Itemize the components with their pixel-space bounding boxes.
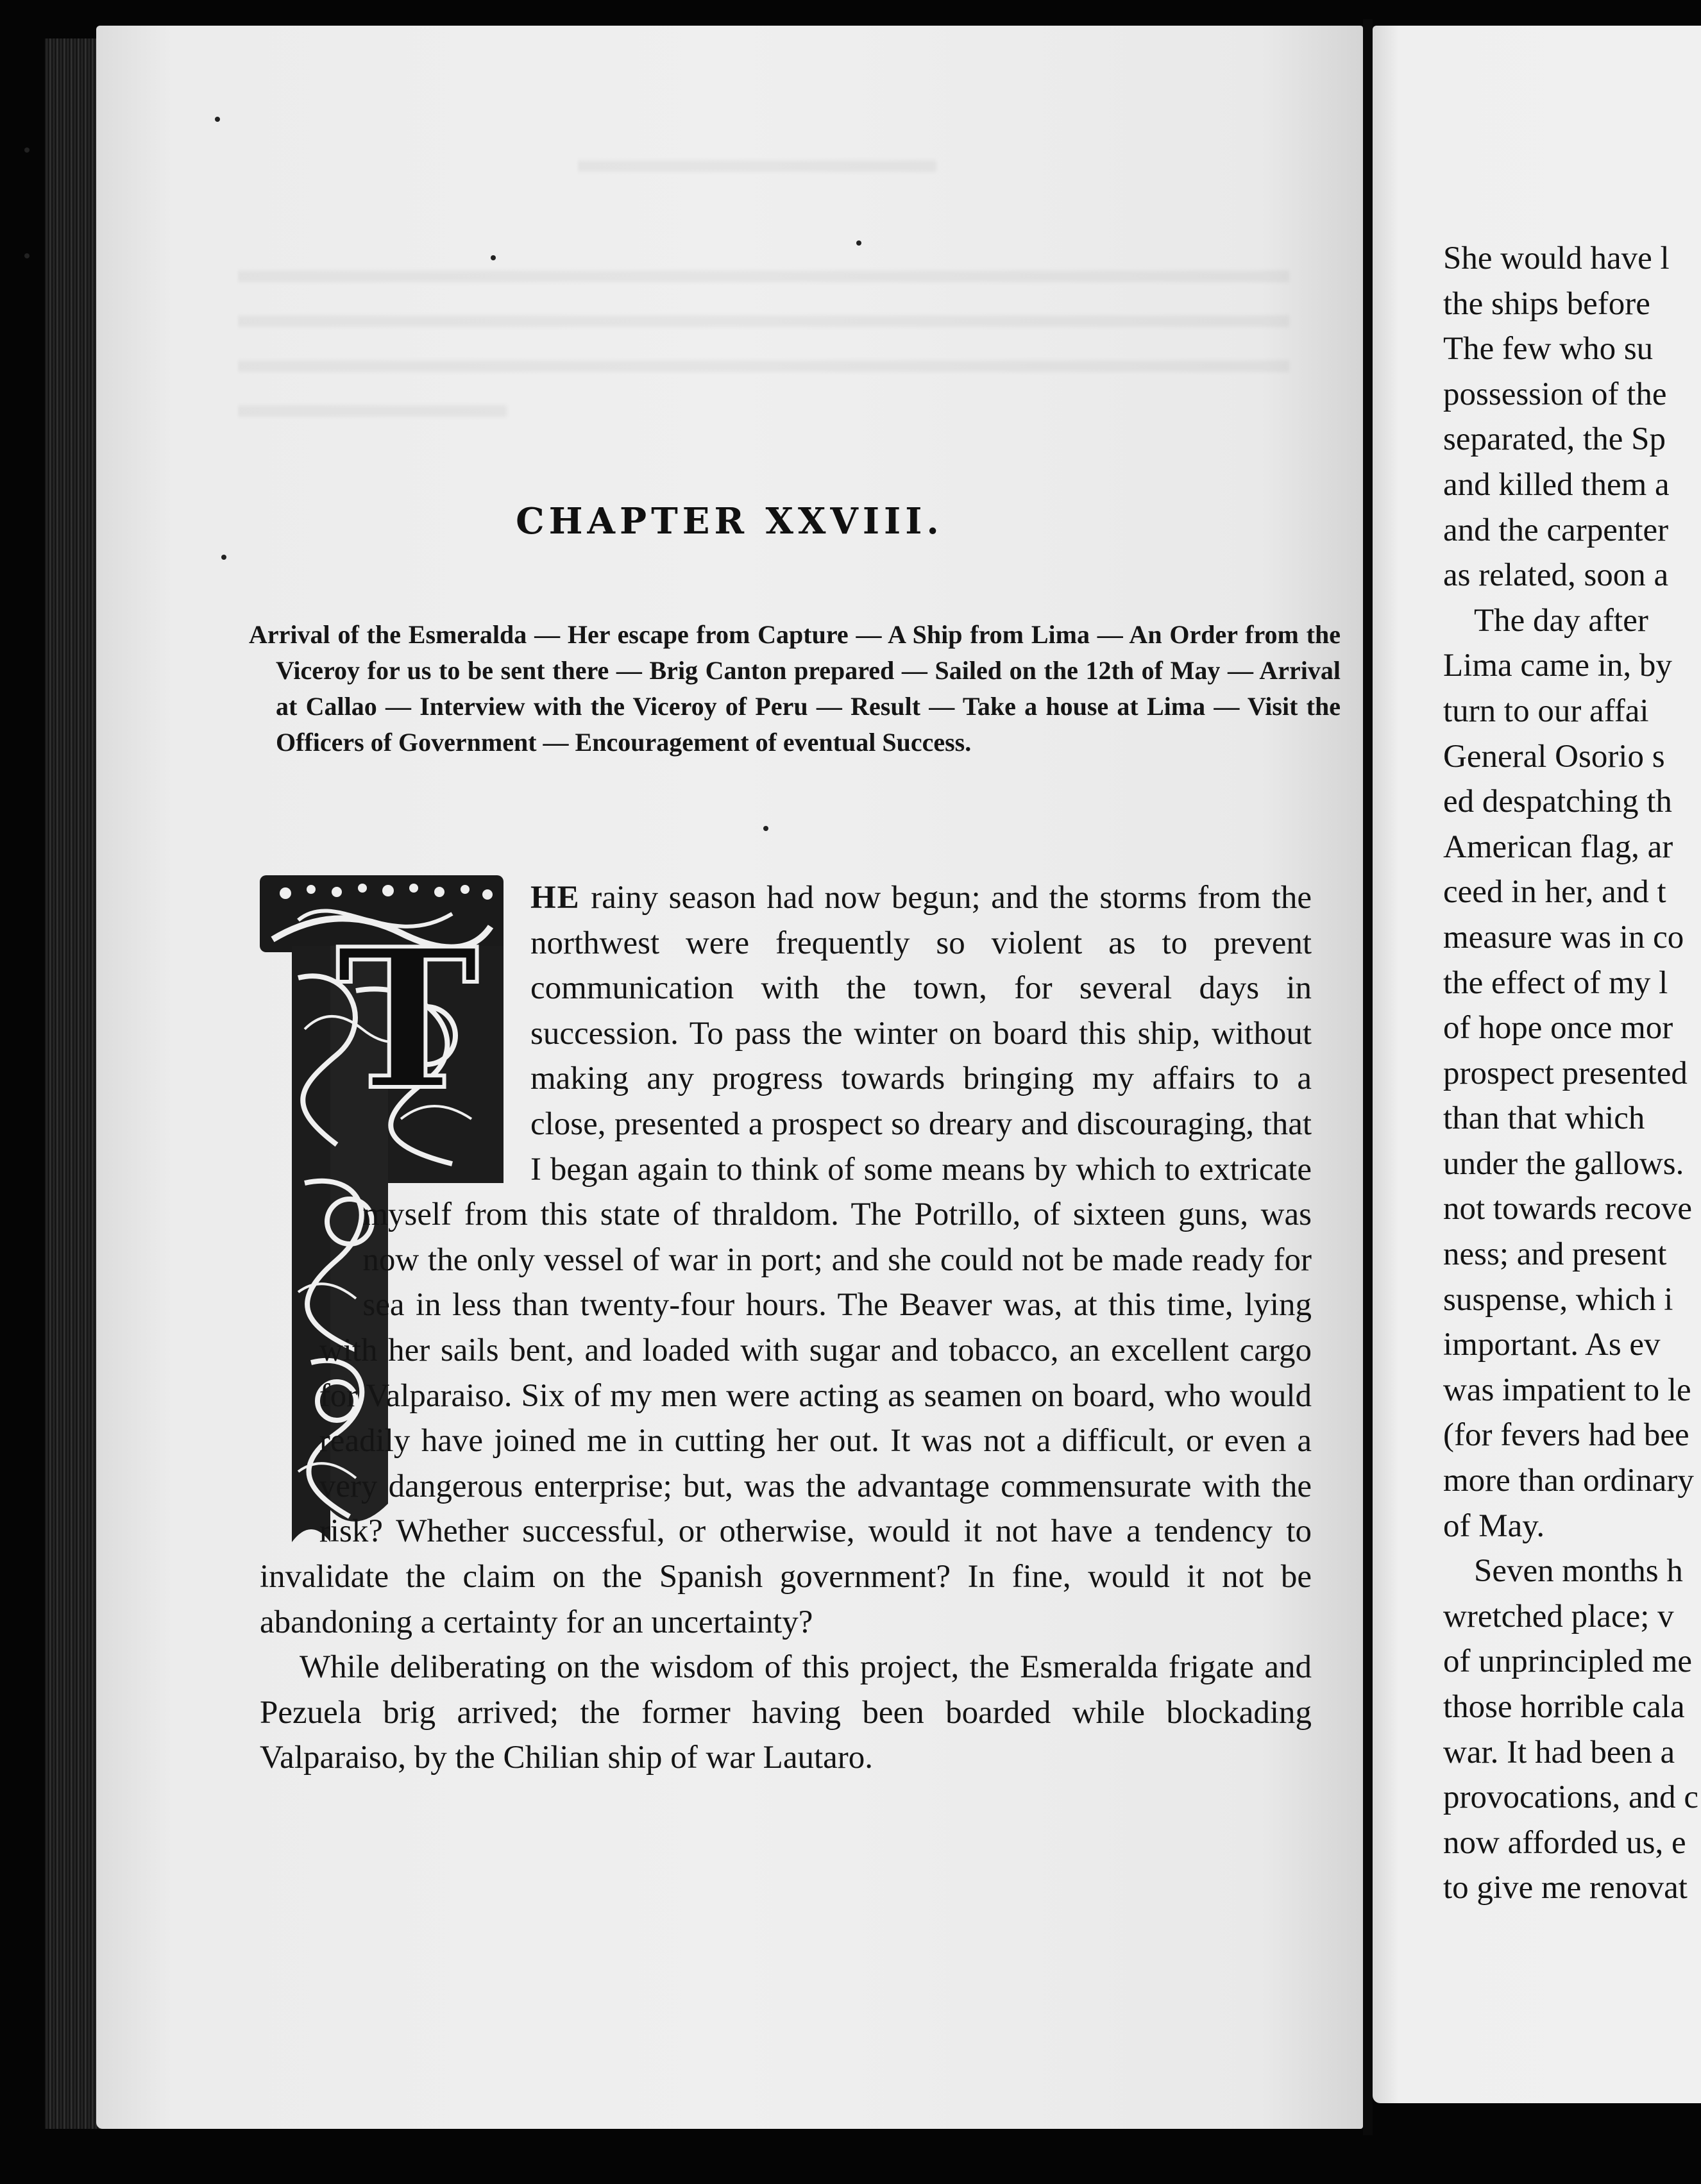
right-page-line: prospect presented [1443, 1055, 1688, 1091]
right-page-line: American flag, ar [1443, 828, 1673, 865]
right-page-line: wretched place; v [1443, 1598, 1674, 1634]
right-page-line: separated, the Sp [1443, 421, 1666, 458]
right-page-line: ceed in her, and t [1443, 874, 1666, 911]
right-page-line: of hope once mor [1443, 1010, 1673, 1046]
drop-cap-continuation: HE [530, 880, 580, 916]
right-page-line: not towards recove [1443, 1191, 1693, 1227]
right-page-line: (for fevers had bee [1443, 1417, 1689, 1454]
right-page-line: of unprincipled me [1443, 1643, 1693, 1680]
bleed-through-header [577, 154, 962, 192]
right-page-line: measure was in co [1443, 919, 1684, 955]
right-page-line: more than ordinary [1443, 1463, 1694, 1499]
right-page-line: Lima came in, by [1443, 648, 1672, 684]
right-page-line: ness; and present [1443, 1236, 1667, 1273]
page-edges [45, 38, 103, 2129]
paragraph-2: While deliberating on the wisdom of this project, the Esmeralda frigate and Pezuela brig arrived; the former having been boarded while blockading Valparaiso, by the Chilian ship of war Lautaro. [260, 1649, 1312, 1776]
right-page-line: was impatient to le [1443, 1372, 1691, 1408]
book-gutter [1363, 19, 1373, 2135]
bleed-through-text [237, 237, 1302, 430]
right-page-line: and the carpenter [1443, 512, 1669, 548]
right-page-line: than that which [1443, 1100, 1645, 1137]
paragraph-1-text: rainy season had now begun; and the storms from the northwest were frequently so violent as to prevent communication with the town, for several days in succession. To pass the winter on board this ship, without making any progress towards bringing my affairs to a close, presented a prospect so dreary and discouraging, that I began again to think of some means by which to extricate myself from this state of thraldom. The Potrillo, of sixteen guns, was now the only vessel of war in port; and she could not be made ready for sea in less than twenty-four hours. The Beaver was, at this time, lying with her sails bent, and loaded with sugar and tobacco, an excellent cargo for Valparaiso. Six of my men were acting as seamen on board, who would readily have joined me in cutting her out. It was not a difficult, or even a very dangerous enterprise; but, was the advantage commensurate with the risk? Whether successful, or otherwise, would it not have a tendency to invalidate the claim on the Spanish government? In fine, would it not be abandoning a certainty for an uncertainty? [260, 880, 1312, 1640]
right-page-line: important. As ev [1443, 1327, 1661, 1363]
right-page-line: ed despatching th [1443, 784, 1672, 820]
right-page-line: She would have l [1443, 240, 1670, 276]
svg-text:T: T [335, 906, 479, 1132]
right-page-line: now afforded us, e [1443, 1824, 1686, 1861]
right-page-line: of May. [1443, 1508, 1545, 1544]
right-page-line: as related, soon a [1443, 557, 1669, 594]
right-page-line: to give me renovat [1443, 1870, 1688, 1906]
chapter-title: CHAPTER XXVIII. [516, 500, 944, 542]
right-page-line: General Osorio s [1443, 738, 1665, 775]
chapter-synopsis: Arrival of the Esmeralda — Her escape from Capture — A Ship from Lima — An Order from the Viceroy for us to be sent there — Brig Canton prepared — Sailed on the 12th of May — Arrival at Callao — Interview with the Viceroy of Peru — Result — Take a house at Lima — Visit the Officers of Government — Encouragement of eventual Success. [249, 620, 1341, 757]
right-page-line: war. It had been a [1443, 1734, 1675, 1770]
right-page-line: Seven months h [1474, 1553, 1683, 1590]
right-page-line: The day after [1474, 602, 1648, 639]
right-page-line: the effect of my l [1443, 964, 1668, 1001]
right-page-line: turn to our affai [1443, 693, 1649, 729]
right-page-line: provocations, and c [1443, 1779, 1698, 1816]
right-page-line: suspense, which i [1443, 1281, 1673, 1318]
right-page-line: The few who su [1443, 331, 1654, 367]
right-page-line: possession of the [1443, 376, 1667, 412]
right-page-line: under the gallows. [1443, 1145, 1684, 1182]
right-page-line: those horrible cala [1443, 1689, 1685, 1725]
right-page-text [1443, 236, 1701, 1911]
right-page-line: and killed them a [1443, 466, 1670, 503]
right-page-line: the ships before [1443, 285, 1650, 322]
chapter-body [260, 875, 1312, 1781]
